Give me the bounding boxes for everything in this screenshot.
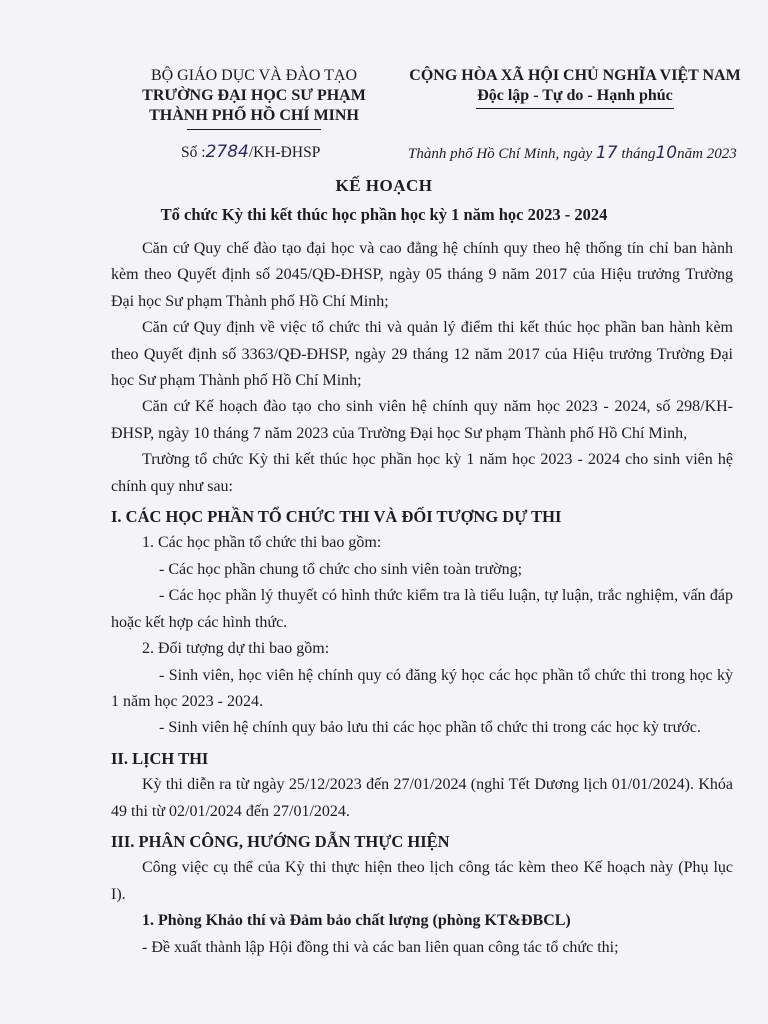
doc-number-prefix: Số : bbox=[181, 144, 206, 161]
issuer-underline bbox=[187, 129, 321, 130]
document-subtitle: Tổ chức Kỳ thi kết thúc học phần học kỳ 1 năm học 2023 - 2024 bbox=[160, 205, 608, 224]
section-1-heading: I. CÁC HỌC PHẦN TỔ CHỨC THI VÀ ĐỐI TƯỢNG DỰ THI bbox=[111, 507, 562, 527]
date-month-handwritten: 10 bbox=[655, 143, 678, 163]
document-number bbox=[181, 142, 320, 162]
national-header bbox=[405, 66, 745, 109]
section-1-item-1: 1. Các học phần tổ chức thi bao gồm: bbox=[142, 534, 382, 552]
section-2-text: Kỳ thi diễn ra từ ngày 25/12/2023 đến 27/01/2024 (nghỉ Tết Dương lịch 01/01/2024). Khóa 49 thi từ 02/01/2024 đến 27/01/2024. bbox=[111, 776, 733, 820]
preamble-paragraph-3: Căn cứ Kế hoạch đào tạo cho sinh viên hệ chính quy năm học 2023 - 2024, số 298/KH-ĐHSP, ngày 10 tháng 7 năm 2023 của Trường Đại học Sư phạm Thành phố Hồ Chí Minh, bbox=[111, 398, 733, 442]
national-motto: Độc lập - Tự do - Hạnh phúc bbox=[477, 87, 673, 104]
section-3-heading: III. PHÂN CÔNG, HƯỚNG DẪN THỰC HIỆN bbox=[111, 831, 450, 851]
date-day-handwritten: 17 bbox=[595, 143, 618, 163]
doc-number-handwritten: 2784 bbox=[205, 142, 249, 162]
section-3-sub-1-a: - Đề xuất thành lập Hội đồng thi và các ban liên quan công tác tổ chức thi; bbox=[142, 938, 619, 956]
motto-underline bbox=[476, 108, 674, 109]
section-3-sub-1: 1. Phòng Khảo thí và Đảm bảo chất lượng (phòng KT&ĐBCL) bbox=[142, 912, 571, 930]
date-year-label: năm 2023 bbox=[677, 146, 737, 162]
doc-number-suffix: /KH-ĐHSP bbox=[248, 144, 321, 161]
document-title: KẾ HOẠCH bbox=[335, 176, 433, 195]
preamble-paragraph-1: Căn cứ Quy chế đào tạo đại học và cao đẳng hệ chính quy theo hệ thống tín chỉ ban hành kèm theo Quyết định số 2045/QĐ-ĐHSP, ngày 05 tháng 9 năm 2017 của Hiệu trưởng Trường Đại học Sư phạm Thành phố Hồ Chí Minh; bbox=[111, 240, 733, 310]
issuer-block bbox=[112, 66, 396, 130]
university-name-line1: TRƯỜNG ĐẠI HỌC SƯ PHẠM bbox=[142, 87, 366, 104]
document-body bbox=[111, 236, 733, 961]
section-1-item-1-b: - Các học phần lý thuyết có hình thức kiểm tra là tiểu luận, tự luận, trắc nghiệm, vấn đáp hoặc kết hợp các hình thức. bbox=[111, 587, 733, 631]
section-1-item-2-b: - Sinh viên hệ chính quy bảo lưu thi các học phần tổ chức thi trong các học kỳ trước. bbox=[159, 719, 701, 737]
university-name-line2: THÀNH PHỐ HỒ CHÍ MINH bbox=[149, 107, 359, 124]
preamble-paragraph-4: Trường tổ chức Kỳ thi kết thúc học phần học kỳ 1 năm học 2023 - 2024 cho sinh viên hệ chính quy như sau: bbox=[111, 451, 733, 495]
date-prefix: Thành phố Hồ Chí Minh, ngày bbox=[408, 146, 593, 162]
section-1-item-2-a: - Sinh viên, học viên hệ chính quy có đăng ký học các học phần tổ chức thi trong học kỳ 1 năm học 2023 - 2024. bbox=[111, 666, 733, 710]
document-date bbox=[408, 143, 737, 163]
section-1-item-1-a: - Các học phần chung tổ chức cho sinh viên toàn trường; bbox=[159, 560, 523, 578]
section-3-intro: Công việc cụ thể của Kỳ thi thực hiện theo lịch công tác kèm theo Kế hoạch này (Phụ lục I). bbox=[111, 859, 733, 903]
section-1-item-2: 2. Đối tượng dự thi bao gồm: bbox=[142, 640, 330, 658]
ministry-name: BỘ GIÁO DỤC VÀ ĐÀO TẠO bbox=[150, 67, 358, 84]
preamble-paragraph-2: Căn cứ Quy định về việc tổ chức thi và quản lý điểm thi kết thúc học phần ban hành kèm theo Quyết định số 3363/QĐ-ĐHSP, ngày 29 tháng 12 năm 2017 của Hiệu trưởng Trường Đại học Sư phạm Thành phố Hồ Chí Minh; bbox=[111, 319, 733, 390]
country-name: CỘNG HÒA XÃ HỘI CHỦ NGHĨA VIỆT NAM bbox=[409, 67, 741, 84]
section-2-heading: II. LỊCH THI bbox=[111, 748, 209, 768]
date-month-label: tháng bbox=[621, 146, 656, 162]
